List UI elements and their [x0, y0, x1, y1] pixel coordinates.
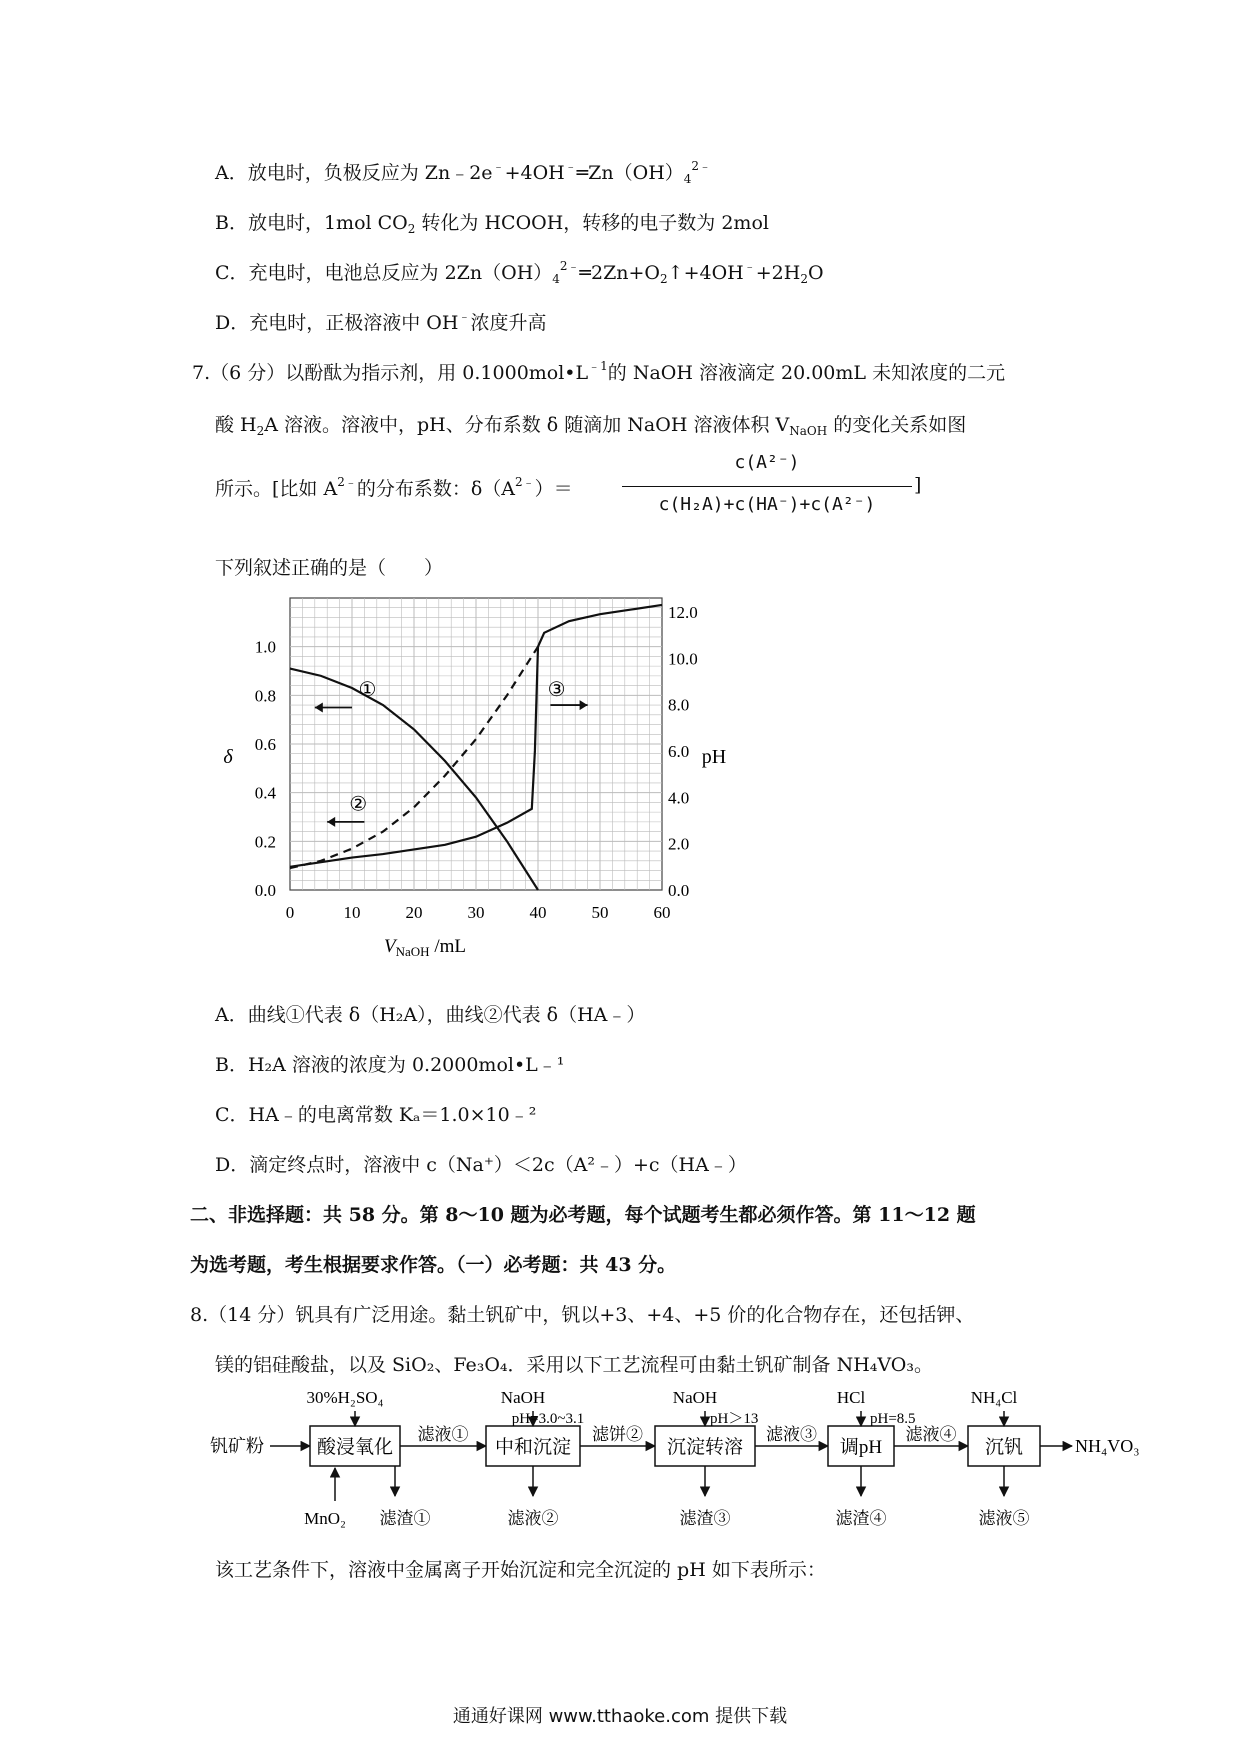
process-flow-diagram: [210, 1383, 1170, 1543]
x-tick-label: 30: [467, 903, 485, 922]
q7-ask: 下列叙述正确的是（ ）: [215, 557, 444, 579]
flow-box-label: 酸浸氧化: [316, 1437, 394, 1458]
flow-bottom-output: 滤渣①: [379, 1509, 431, 1528]
q7-option-b: B．H₂A 溶液的浓度为 0.2000mol•L﹣¹: [215, 1054, 565, 1076]
direction-arrow-head: [315, 703, 323, 713]
y-right-tick-label: 6.0: [668, 741, 690, 761]
flow-top-reagent: NH₄Cl: [970, 1388, 1018, 1407]
titration-chart: [200, 590, 760, 990]
fraction-bracket: ]: [914, 474, 922, 496]
x-tick-label: 0: [285, 903, 295, 922]
flow-top-reagent: NaOH: [500, 1388, 546, 1407]
flow-start-label: 钒矿粉: [210, 1436, 264, 1456]
distribution-fraction: [622, 452, 912, 532]
flow-bottom-output: 滤渣④: [835, 1509, 887, 1528]
q6-option-b: B．放电时，1mol $CO_2$ 转化为 HCOOH，转移的电子数为 2mol: [215, 212, 769, 236]
direction-arrow-head: [580, 700, 588, 710]
y-right-tick-label: 2.0: [668, 834, 690, 854]
y-right-tick-label: 12.0: [668, 602, 698, 622]
q6-option-c: C．充电时，电池总反应为 $2Zn(OH)_4^{2﹣}═2Zn+O_2↑+4OH^﹣+2H_2O$: [215, 259, 824, 286]
flow-condition: pH=3.0~3.1: [511, 1411, 585, 1427]
x-axis-label: $V_{NaOH}$ /mL: [384, 936, 466, 959]
chart-grid: [290, 598, 662, 890]
flow-bottom-output: 滤渣③: [679, 1509, 731, 1528]
flow-top-reagent: HCl: [836, 1388, 866, 1407]
flow-box-label: 调pH: [839, 1437, 883, 1458]
x-tick-label: 40: [529, 903, 547, 922]
flow-box-label: 沉淀转溶: [666, 1437, 744, 1458]
q7-line-2: 酸 $H_2A$ 溶液。溶液中，pH、分布系数 δ 随滴加 NaOH 溶液体积 $V_{NaOH}$ 的变化关系如图: [215, 414, 967, 438]
y-right-tick-label: 4.0: [668, 788, 690, 808]
x-tick-label: 10: [343, 903, 361, 922]
flow-top-reagent: 30%H₂SO₄: [306, 1388, 384, 1407]
x-tick-label: 20: [405, 903, 423, 922]
y-left-tick-label: 1.0: [254, 637, 276, 657]
flow-intermediate: 滤饼②: [592, 1425, 643, 1444]
q8-line-2: 镁的铝硅酸盐，以及 SiO₂、Fe₃O₄．采用以下工艺流程可由黏土钒矿制备 NH₄VO₃。: [215, 1354, 933, 1376]
direction-arrow-head: [327, 817, 335, 827]
flow-top-reagent: NaOH: [672, 1388, 718, 1407]
x-tick-label: 50: [591, 903, 609, 922]
section2-line-1: 二、非选择题：共 58 分。第 8～10 题为必考题，每个试题考生都必须作答。第 11～12 题: [190, 1204, 976, 1226]
flow-box-label: 中和沉淀: [494, 1437, 572, 1458]
curve-3-label: ③: [547, 679, 566, 702]
curve-2-label: ②: [349, 793, 368, 816]
flow-intermediate: 滤液①: [417, 1425, 469, 1444]
y-left-tick-label: 0.4: [254, 783, 276, 803]
q7-option-d: D．滴定终点时，溶液中 c（Na⁺）＜2c（A²﹣）+c（HA﹣）: [215, 1154, 747, 1176]
flow-condition: pH＞13: [710, 1411, 759, 1427]
q8-line-1: 8.（14 分）钒具有广泛用途。黏土钒矿中，钒以+3、+4、+5 价的化合物存在，还包括钾、: [190, 1304, 975, 1326]
y-right-axis-label: pH: [701, 746, 727, 768]
q7-option-c: C．HA﹣的电离常数 Kₐ＝1.0×10﹣²: [215, 1104, 537, 1126]
q8-after-text: 该工艺条件下，溶液中金属离子开始沉淀和完全沉淀的 pH 如下表所示：: [215, 1559, 826, 1581]
y-left-tick-label: 0.2: [254, 832, 276, 852]
y-left-tick-label: 0.0: [254, 881, 276, 900]
flow-bottom-output: 滤液②: [507, 1509, 559, 1528]
y-left-tick-label: 0.6: [254, 735, 276, 754]
curve-1-label: ①: [358, 679, 377, 702]
q7-line-1: 7.（6 分）以酚酞为指示剂，用 $0.1000mol•L^{﹣1}$的 NaOH 溶液滴定 20.00mL 未知浓度的二元: [192, 359, 1006, 384]
q6-option-a: A．放电时，负极反应为 $Zn﹣2e^﹣+4OH^﹣═Zn(OH)_4^{2﹣}$: [215, 159, 712, 186]
flow-bottom-output: 滤液⑤: [978, 1509, 1030, 1528]
flow-condition: pH=8.5: [870, 1411, 916, 1427]
q7-option-a: A．曲线①代表 δ（H₂A），曲线②代表 δ（HA﹣）: [215, 1004, 646, 1026]
q6-option-d: D．充电时，正极溶液中 OH﹣浓度升高: [215, 309, 547, 334]
flow-intermediate: 滤液③: [766, 1425, 817, 1444]
y-left-tick-label: 0.8: [254, 686, 276, 706]
fraction-bar: [622, 486, 912, 487]
fraction-numerator: c(A²⁻): [734, 452, 800, 473]
y-right-tick-label: 10.0: [668, 649, 698, 669]
flow-box-label: 沉钒: [984, 1437, 1024, 1458]
y-left-axis-label: δ: [223, 746, 233, 768]
section2-line-2: 为选考题，考生根据要求作答。（一）必考题：共 43 分。: [190, 1254, 677, 1276]
fraction-denominator: c(H₂A)+c(HA⁻)+c(A²⁻): [658, 494, 876, 515]
y-right-tick-label: 8.0: [668, 695, 690, 715]
page-footer: 通通好课网 www.tthaoke.com 提供下载: [452, 1706, 788, 1727]
flow-bottom-input: MnO₂: [304, 1509, 346, 1528]
flow-end-label: NH₄VO₃: [1075, 1436, 1140, 1456]
q7-line-3: 所示。[比如 $A^{2﹣}$的分布系数：$\delta(A^{2﹣})=$: [215, 475, 573, 500]
flow-intermediate: 滤液④: [905, 1425, 957, 1444]
x-tick-label: 60: [653, 903, 671, 922]
y-right-tick-label: 0.0: [668, 881, 690, 900]
